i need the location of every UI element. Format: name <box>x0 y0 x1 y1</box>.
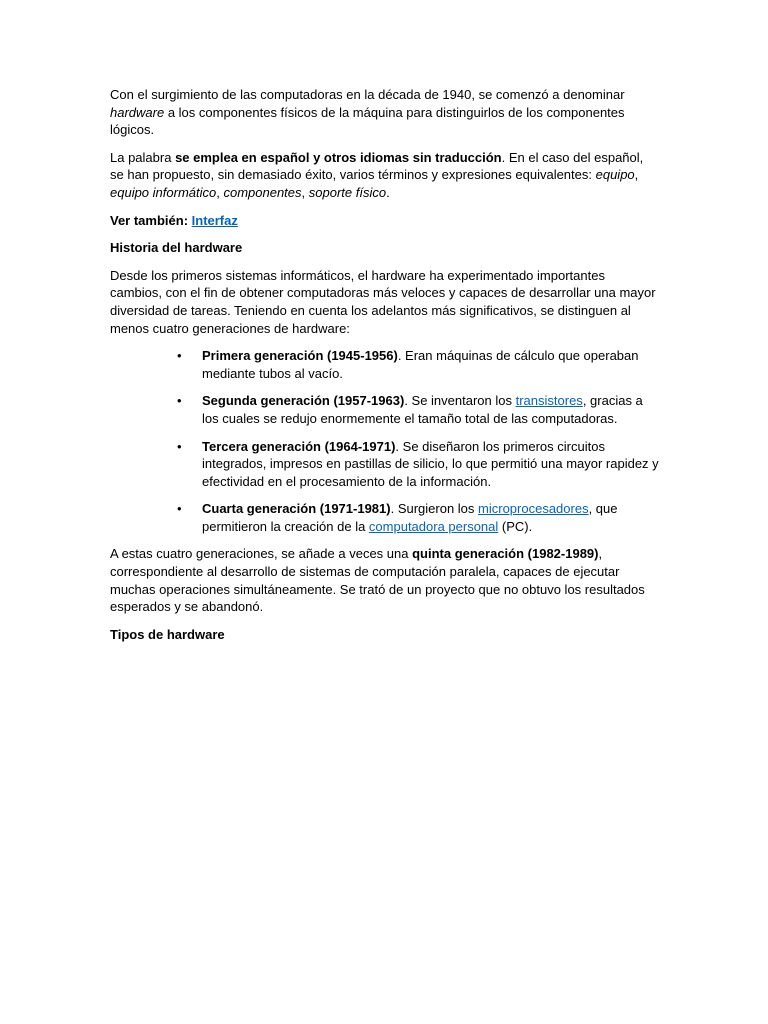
hardware-term: hardware <box>110 104 165 120</box>
types-heading: Tipos de hardware <box>110 626 225 642</box>
list-item: • Segunda generación (1957-1963). Se inventaron los transistores, gracias a los cuales se redujo enormemente el tamaño total de las computadoras. <box>177 393 643 426</box>
computadora-personal-link[interactable]: computadora personal <box>368 518 499 534</box>
list-item: • Primera generación (1945-1956). Eran máquinas de cálculo que operaban mediante tubos al vacío. <box>177 348 639 381</box>
bullet-icon: • <box>177 501 182 517</box>
see-also-label: Ver también: <box>110 212 192 228</box>
bullet-icon: • <box>177 393 182 409</box>
fifth-generation-paragraph: A estas cuatro generaciones, se añade a veces una quinta generación (1982-1989), correspondiente al desarrollo de sistemas de computación paralela, capaces de ejecutar muchas operaciones simultáneamente. Se trató de un proyecto que no obtuvo los resultados esperados y se abandonó. <box>110 546 645 615</box>
list-item: • Cuarta generación (1971-1981). Surgieron los microprocesadores, que permitieron la creación de la computadora personal (PC). <box>177 501 618 534</box>
history-paragraph: Desde los primeros sistemas informáticos, el hardware ha experimentado importantes cambios, con el fin de obtener computadoras más veloces y capaces de desarrollar una mayor diversidad de tareas. Teniendo en cuenta los adelantos más significativos, se distinguen al menos cuatro generaciones de hardware: <box>110 267 656 336</box>
translation-paragraph: La palabra se emplea en español y otros idiomas sin traducción. En el caso del español, se han propuesto, sin demasiado éxito, varios términos y expresiones equivalentes: equipo, equipo informático, componentes, soporte físico. <box>110 149 644 200</box>
intro-paragraph: Con el surgimiento de las computadoras en la década de 1940, se comenzó a denominar hardware a los componentes físicos de la máquina para distinguirlos de los componentes lógicos. <box>110 87 625 138</box>
transistores-link[interactable]: transistores <box>515 393 583 409</box>
generations-list <box>110 347 660 535</box>
history-heading: Historia del hardware <box>110 240 243 256</box>
see-also <box>110 212 660 230</box>
interfaz-link[interactable]: Interfaz <box>191 212 238 228</box>
bullet-icon: • <box>177 438 182 454</box>
bullet-icon: • <box>177 348 182 364</box>
microprocesadores-link[interactable]: microprocesadores <box>478 501 589 517</box>
list-item: • Tercera generación (1964-1971). Se diseñaron los primeros circuitos integrados, impresos en pastillas de silicio, lo que permitió una mayor rapidez y efectividad en el procesamiento de la información. <box>177 438 659 489</box>
